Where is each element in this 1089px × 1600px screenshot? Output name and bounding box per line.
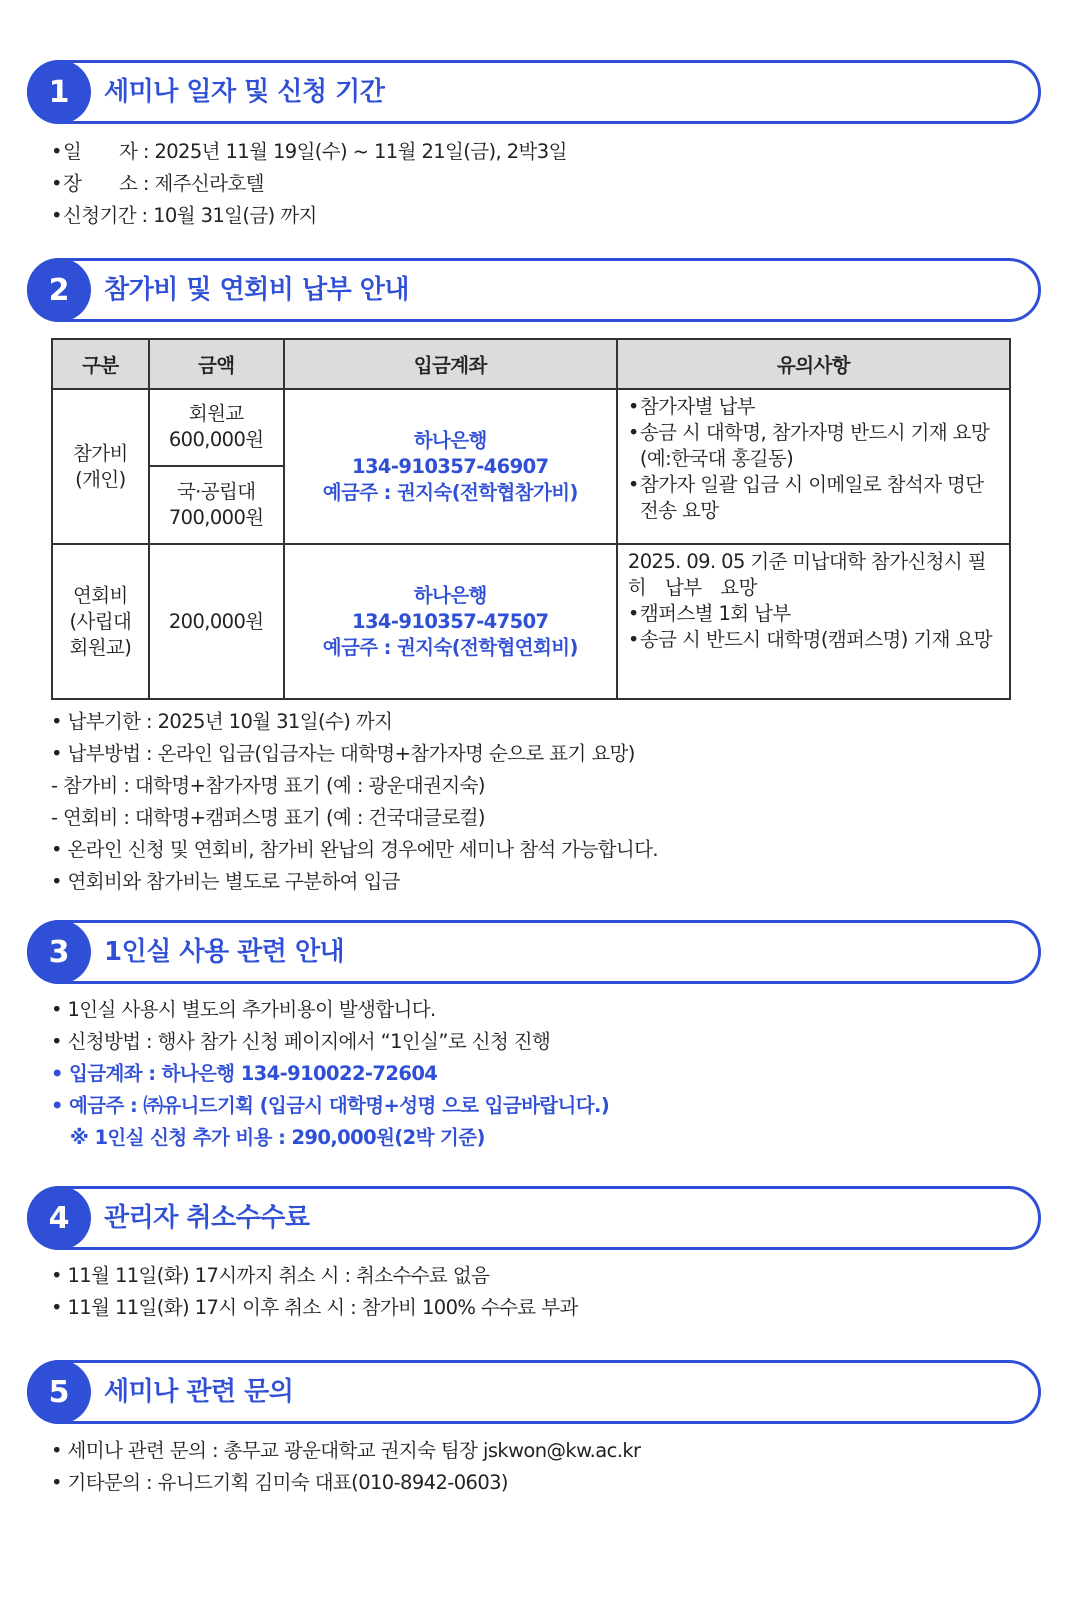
info-line: • 기타문의 : 유니드기획 김미숙 대표(010-8942-0603): [51, 1471, 508, 1494]
info-line: • 납부방법 : 온라인 입금(입금자는 대학명+참가자명 순으로 표기 요망): [51, 742, 635, 765]
section-number: 4: [27, 1186, 91, 1250]
info-line: • 1인실 사용시 별도의 추가비용이 발생합니다.: [51, 998, 436, 1021]
section-3-header: [27, 920, 1041, 984]
section-title: 관리자 취소수수료: [104, 1203, 310, 1233]
note-item: • 참가자 일괄 입금 시 이메일로 참석자 명단 전송 요망: [627, 473, 984, 523]
notes-cell: [617, 389, 1010, 544]
info-line: • 11월 11일(화) 17시까지 취소 시 : 취소수수료 없음: [51, 1264, 490, 1287]
section-title: 참가비 및 연회비 납부 안내: [104, 275, 409, 305]
header-cell: 유의사항: [617, 339, 1010, 389]
section-number: 5: [27, 1360, 91, 1424]
info-line: - 참가비 : 대학명+참가자명 표기 (예 : 광운대권지숙): [51, 774, 485, 797]
note-intro: 2025. 09. 05 기준 미납대학 참가신청시 필히 납부 요망: [627, 550, 986, 600]
header-cell: 입금계좌: [284, 339, 617, 389]
section-4-header: [27, 1186, 1041, 1250]
category-cell: 참가비 (개인): [52, 389, 149, 544]
section-4-content: [51, 1260, 578, 1324]
note-item: • 참가자별 납부: [627, 395, 755, 419]
table-row: [52, 544, 1010, 699]
amount-cell: 200,000원: [149, 544, 284, 699]
section-5-content: [51, 1435, 640, 1499]
info-line: •일 자 : 2025년 11월 19일(수) ~ 11월 21일(금), 2박3일: [51, 140, 567, 163]
section-title: 1인실 사용 관련 안내: [104, 937, 345, 967]
account-holder-line: • 예금주 : ㈜유니드기획 (입금시 대학명+성명 으로 입금바랍니다.): [51, 1094, 610, 1117]
note-item: • 송금 시 대학명, 참가자명 반드시 기재 요망(예:한국대 홍길동): [627, 421, 990, 471]
section-5-header: [27, 1360, 1041, 1424]
section-2-content: [51, 706, 658, 898]
info-line: • 신청방법 : 행사 참가 신청 페이지에서 “1인실”로 신청 진행: [51, 1030, 551, 1053]
extra-cost-note: ※ 1인실 신청 추가 비용 : 290,000원(2박 기준): [51, 1126, 485, 1149]
account-line: • 입금계좌 : 하나은행 134-910022-72604: [51, 1062, 438, 1085]
section-number: 2: [27, 258, 91, 322]
section-1-header: [27, 60, 1041, 124]
section-title: 세미나 관련 문의: [104, 1377, 294, 1407]
section-2-header: [27, 258, 1041, 322]
note-item: • 송금 시 반드시 대학명(캠퍼스명) 기재 요망: [627, 628, 992, 652]
section-number: 1: [27, 60, 91, 124]
info-line: •신청기간 : 10월 31일(금) 까지: [51, 204, 317, 227]
info-line: • 온라인 신청 및 연회비, 참가비 완납의 경우에만 세미나 참석 가능합니다.: [51, 838, 658, 861]
fee-table: [51, 338, 1011, 700]
info-line: • 세미나 관련 문의 : 총무교 광운대학교 권지숙 팀장 jskwon@kw.ac.kr: [51, 1439, 641, 1462]
account-cell: 하나은행 134-910357-46907 예금주 : 권지숙(전학협참가비): [284, 389, 617, 544]
section-1-content: [51, 136, 567, 232]
amount-cell: 국·공립대 700,000원: [149, 466, 284, 544]
table-row: [52, 389, 1010, 465]
amount-cell: 회원교 600,000원: [149, 389, 284, 465]
info-line: • 납부기한 : 2025년 10월 31일(수) 까지: [51, 710, 393, 733]
section-3-content: [51, 994, 609, 1154]
info-line: - 연회비 : 대학명+캠퍼스명 표기 (예 : 건국대글로컬): [51, 806, 485, 829]
note-item: • 캠퍼스별 1회 납부: [627, 602, 791, 626]
notes-cell: [617, 544, 1010, 699]
account-cell: 하나은행 134-910357-47507 예금주 : 권지숙(전학협연회비): [284, 544, 617, 699]
info-line: • 연회비와 참가비는 별도로 구분하여 입금: [51, 870, 400, 893]
table-header-row: [52, 339, 1010, 389]
header-cell: 구분: [52, 339, 149, 389]
category-cell: 연회비 (사립대 회원교): [52, 544, 149, 699]
info-line: •장 소 : 제주신라호텔: [51, 172, 264, 195]
info-line: • 11월 11일(화) 17시 이후 취소 시 : 참가비 100% 수수료 부과: [51, 1296, 578, 1319]
section-number: 3: [27, 920, 91, 984]
header-cell: 금액: [149, 339, 284, 389]
section-title: 세미나 일자 및 신청 기간: [104, 77, 385, 107]
